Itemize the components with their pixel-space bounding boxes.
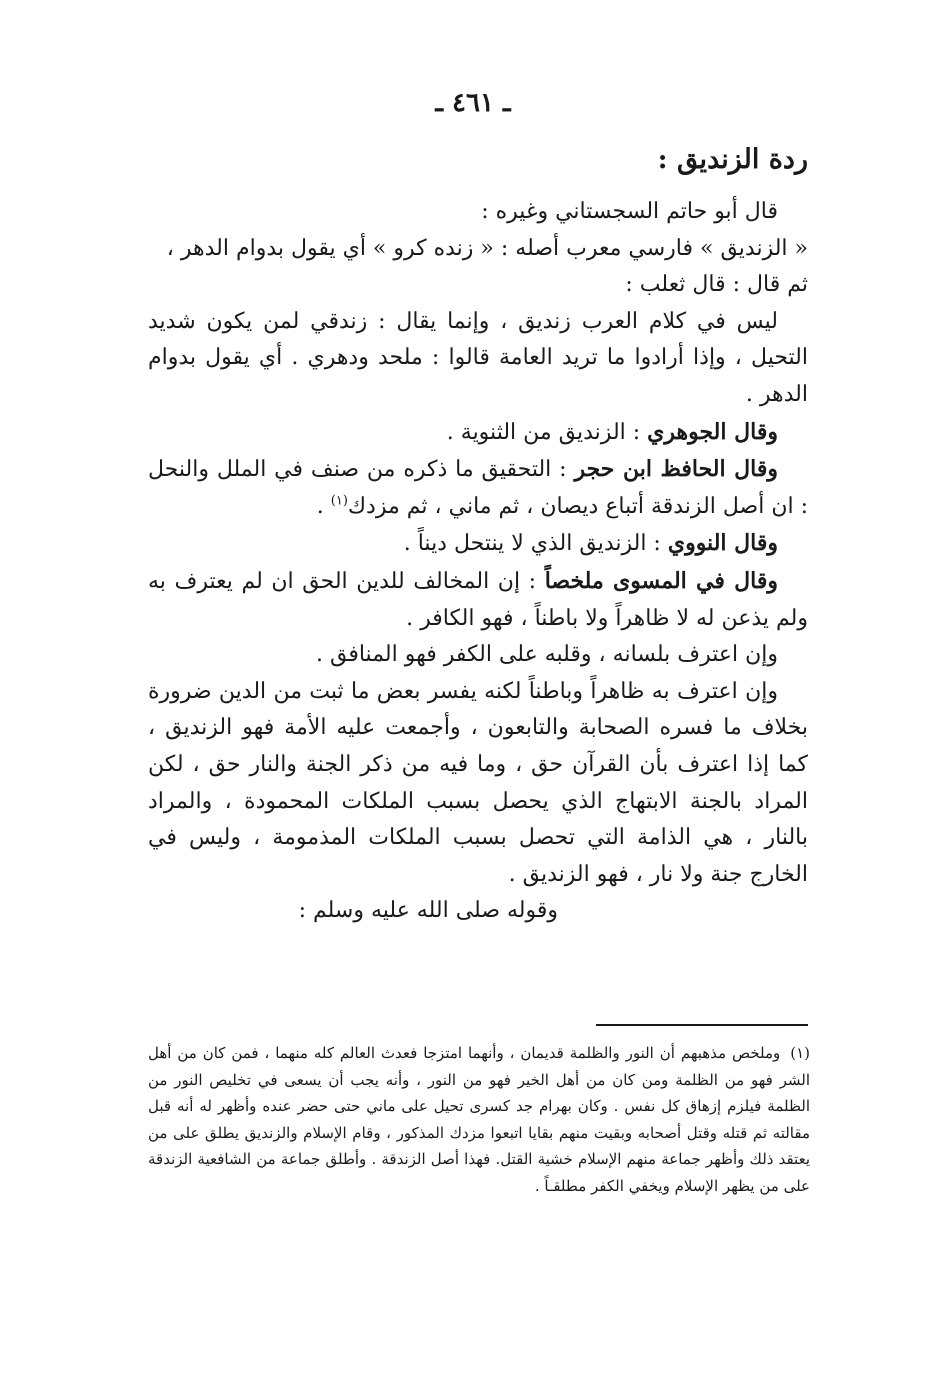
jawhari-text: : الزنديق من الثنوية . [446, 419, 648, 445]
paragraph-jawhari [148, 414, 808, 452]
musawwa-lead: وقال في المسوى ملخصاً [544, 567, 778, 594]
section-heading: ردة الزنديق : [657, 144, 808, 175]
paragraph-ibn-hajar [148, 451, 808, 525]
main-text-body [148, 140, 808, 930]
paragraph-musawwa [148, 563, 808, 637]
paragraph-abu-hatim: قال أبو حاتم السجستاني وغيره : [481, 199, 778, 224]
nawawi-lead: وقال النووي [667, 530, 778, 557]
paragraph-thalab-quote: ليس في كلام العرب زنديق ، وإنما يقال : زندقي لمن يكون شديد التحيل ، وإذا أرادوا ما تريد العامة قالوا : ملحد ودهري . أي يقول بدوام الدهر . [148, 308, 808, 407]
footnote-text: وملخص مذهبهم أن النور والظلمة قديمان ، وأنهما امتزجا فعدث العالم كله منهما ، فمن كان من أهل الشر فهو من الظلمة ومن كان من أهل الخير فهو من النور ، وأنه يجب أن يسعى في تخليص النور من الظلمة فيلزم إزهاق كل نفس . وكان بهرام جد كسرى تحيل على ماني حتى حضر عنده وأظهر له أنه قبل مقالته ثم قتله وقتل أصحابه وبقيت منهم بقايا اتبعوا مزدك المذكور ، وقام الإسلام والزنديق يطلق على من يعتقد ذلك وأظهر جماعة منهم الإسلام خشية القتل. فهذا أصل الزندقة . وأطلق جماعة من الشافعية الزندقة على من يظهر الإسلام ويخفي الكفر مطلقـاً . [148, 1044, 810, 1195]
footnote-reference[interactable]: (١) [330, 493, 348, 509]
page-number: ـ ٤٦١ ـ [435, 88, 511, 118]
paragraph-thalab-intro: ثم قال : قال ثعلب : [625, 272, 808, 298]
paragraph-munafiq: وإن اعترف بلسانه ، وقلبه على الكفر فهو المنافق . [316, 642, 778, 668]
footnote-divider [596, 1024, 808, 1026]
paragraph-nawawi [148, 525, 808, 563]
footnote-marker: (١) [790, 1044, 810, 1062]
paragraph-hadith-intro: وقوله صلى الله عليه وسلم : [298, 898, 558, 924]
footnote-block [148, 1040, 810, 1199]
ibn-hajar-lead: وقال الحافظ ابن حجر [574, 456, 778, 483]
footnote-paragraph [148, 1040, 810, 1199]
paragraph-zindiq-origin: « الزنديق » فارسي معرب أصله : « زنده كرو » أي يقول بدوام الدهر ، [166, 235, 808, 261]
ibn-hajar-text: : التحقيق ما ذكره من صنف في الملل والنحل : ان أصل الزندقة أتباع ديصان ، ثم ماني ، ثم مزدك [148, 457, 808, 519]
paragraph-zindiq-definition: وإن اعترف به ظاهراً وباطناً لكنه يفسر بعض ما ثبت من الدين ضرورة بخلاف ما فسره الصحابة والتابعون ، وأجمعت عليه الأمة فهو الزنديق ، كما إذا اعترف بأن القرآن حق ، وما فيه من ذكر الجنة والنار حق ، لكن المراد بالجنة الابتهاج الذي يحصل بسبب الملكات المحمودة ، والمراد بالنار ، هي الذامة التي تحصل بسبب الملكات المذمومة ، وليس في الخارج جنة ولا نار ، فهو الزنديق . [148, 678, 808, 887]
jawhari-lead: وقال الجوهري [647, 418, 778, 445]
ibn-hajar-end: . [316, 493, 331, 519]
nawawi-text: : الزنديق الذي لا ينتحل ديناً . [403, 531, 668, 557]
musawwa-text: : إن المخالف للدين الحق ان لم يعترف به ولم يذعن له لا ظاهراً ولا باطناً ، فهو الكافر . [148, 568, 808, 631]
